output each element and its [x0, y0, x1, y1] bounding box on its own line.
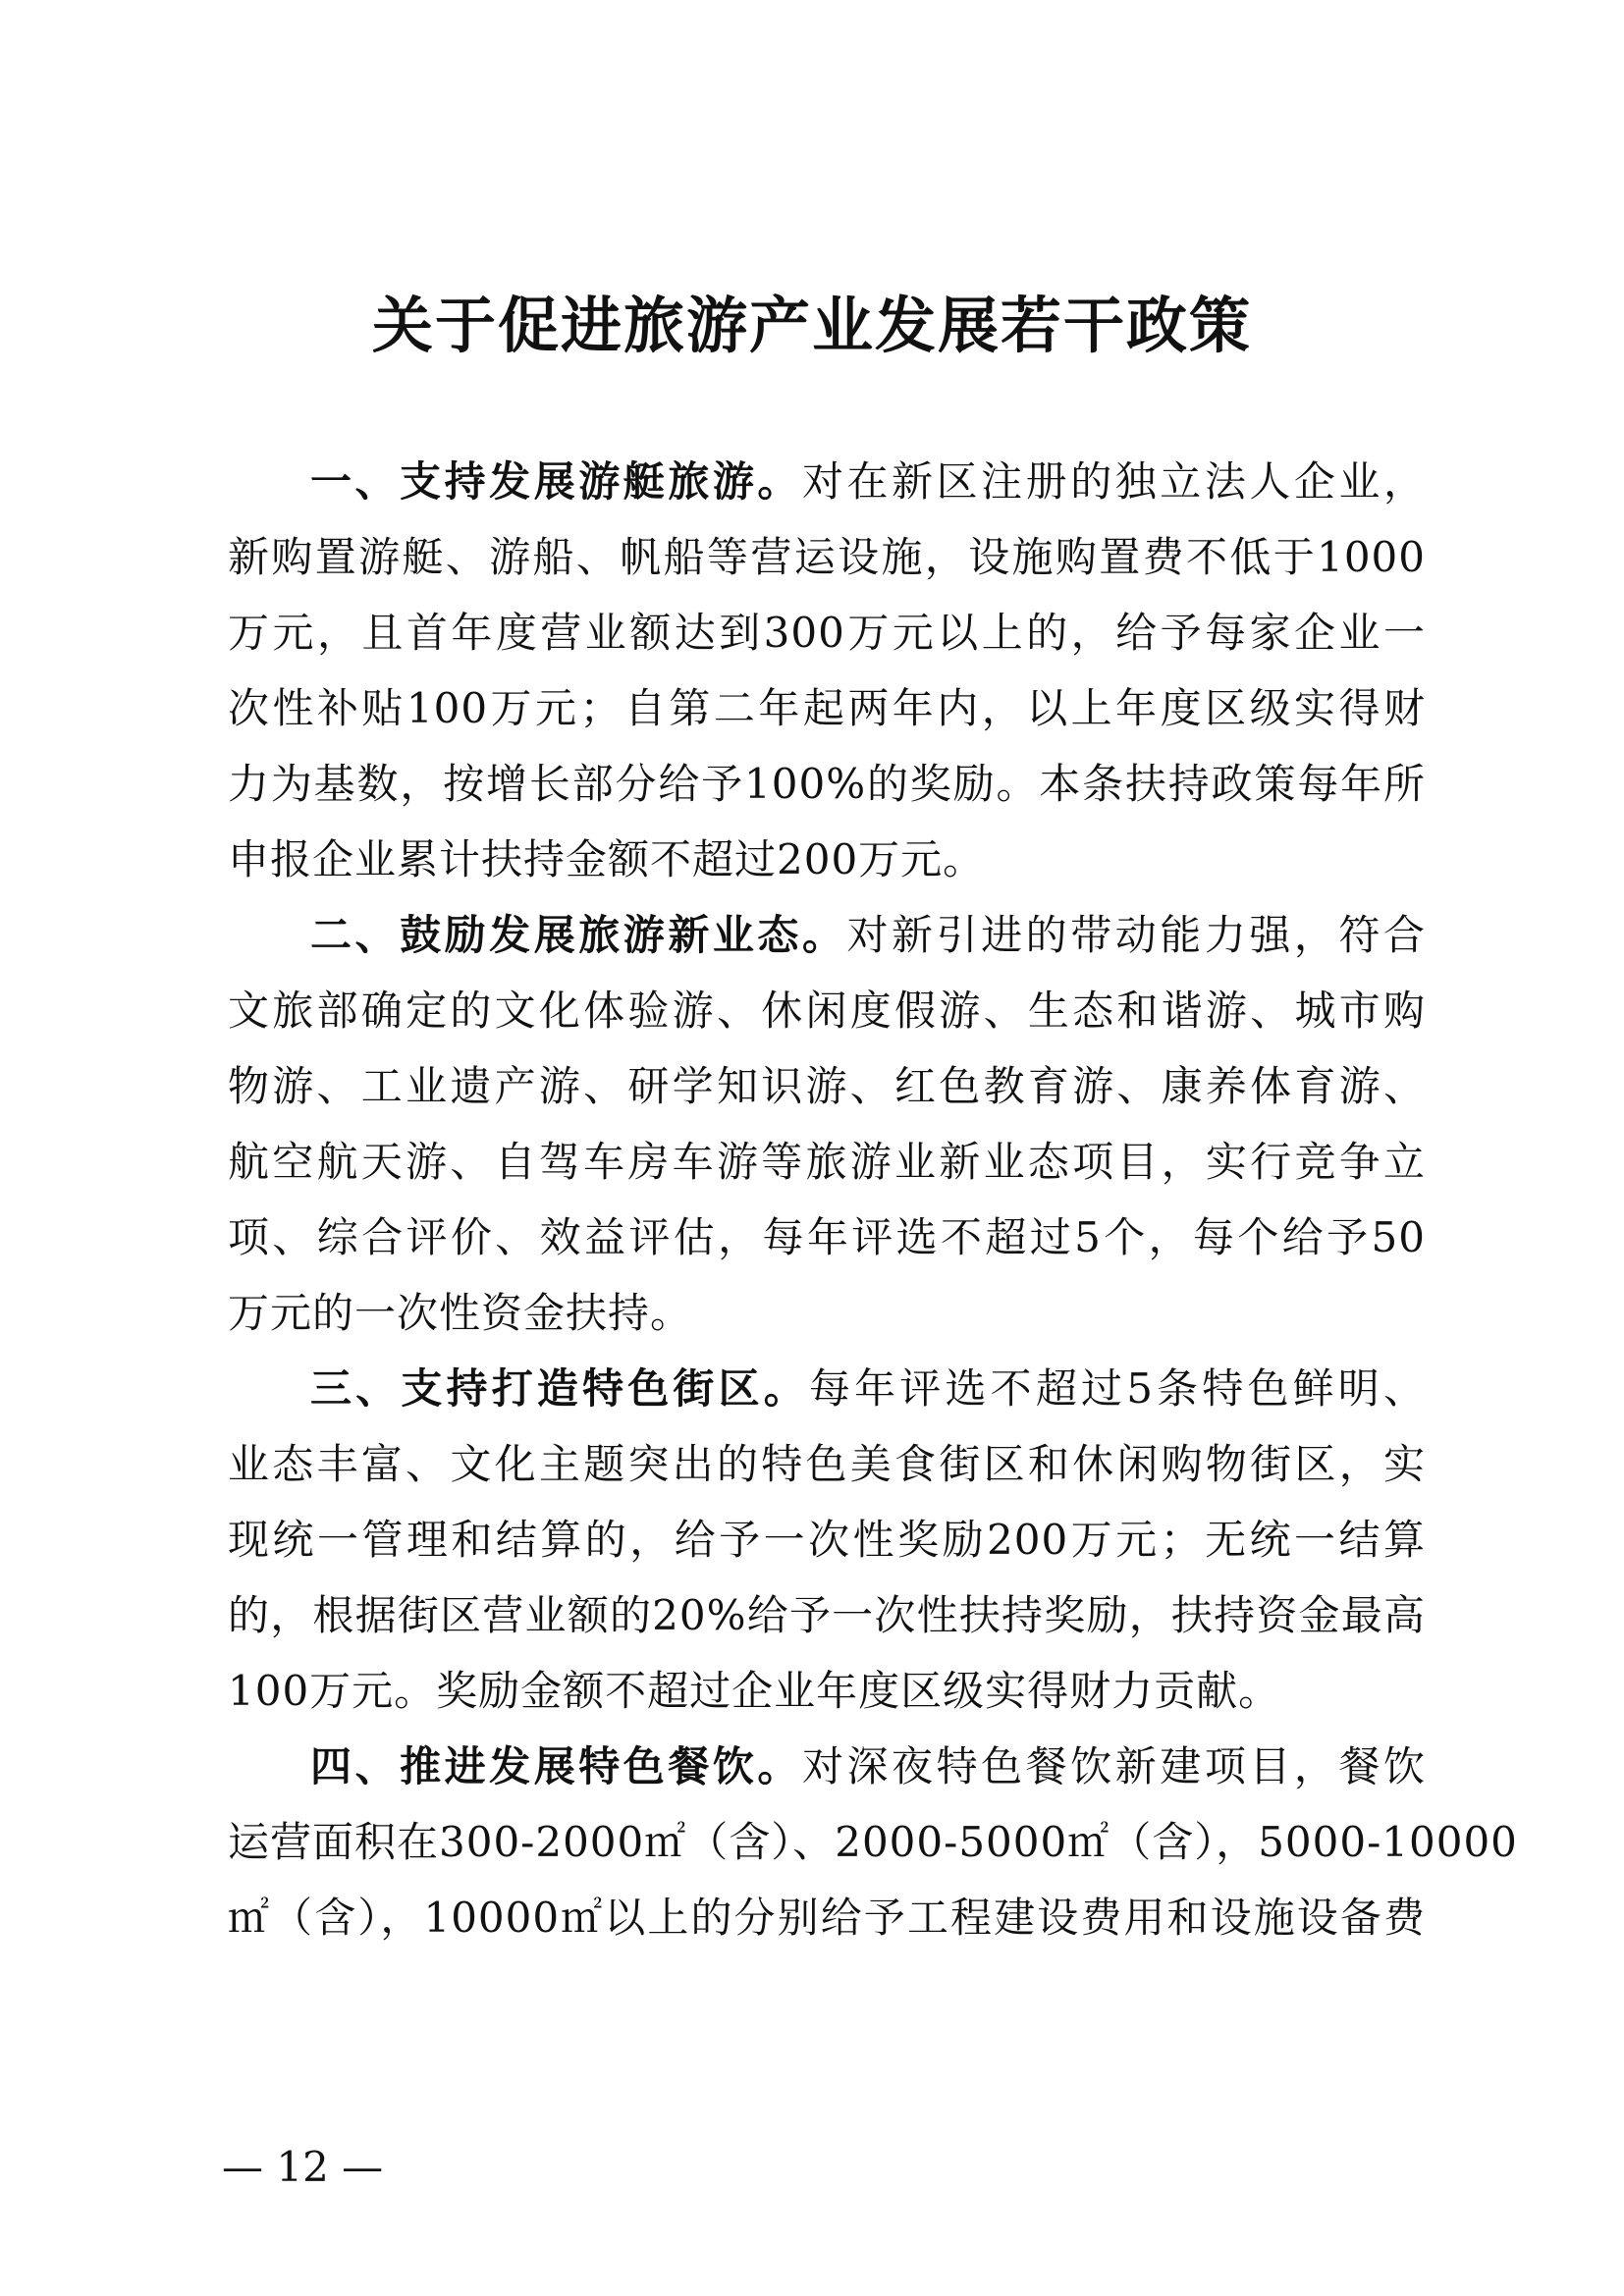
section-3-heading: 三、支持打造特色街区。	[310, 1364, 809, 1413]
section-2-line-6: 万元的一次性资金扶持。	[228, 1289, 693, 1337]
section-2-line-2: 文旅部确定的文化体验游、休闲度假游、生态和谐游、城市购	[228, 987, 1426, 1035]
document-body	[228, 444, 1518, 1955]
section-3-line-5: 100万元。奖励金额不超过企业年度区级实得财力贡献。	[228, 1667, 1281, 1715]
section-4-text: 对深夜特色餐饮新建项目，餐饮	[801, 1742, 1426, 1790]
section-2-line-1	[228, 897, 1426, 973]
section-3-line-3: 现统一管理和结算的，给予一次性奖励200万元；无统一结算	[228, 1516, 1426, 1564]
section-4-line-1	[228, 1729, 1426, 1804]
section-1-line-5: 力为基数，按增长部分给予100%的奖励。本条扶持政策每年所	[228, 760, 1426, 808]
section-1-text: 对在新区注册的独立法人企业，	[801, 457, 1426, 506]
section-2-line-5: 项、综合评价、效益评估，每年评选不超过5个，每个给予50	[228, 1213, 1426, 1261]
section-4-line-2: 运营面积在300-2000㎡（含）、2000-5000㎡（含），5000-10000	[228, 1818, 1518, 1866]
section-3-text: 每年评选不超过5条特色鲜明、	[808, 1364, 1426, 1413]
page-title: 关于促进旅游产业发展若干政策	[371, 290, 1252, 361]
section-3-line-2: 业态丰富、文化主题突出的特色美食街区和休闲购物街区，实	[228, 1440, 1426, 1488]
section-3-line-1	[228, 1351, 1426, 1426]
section-1-line-2: 新购置游艇、游船、帆船等营运设施，设施购置费不低于1000	[228, 533, 1426, 581]
section-2-line-4: 航空航天游、自驾车房车游等旅游业新业态项目，实行竞争立	[228, 1138, 1426, 1186]
section-2-heading: 二、鼓励发展旅游新业态。	[310, 911, 847, 959]
section-4-heading: 四、推进发展特色餐饮。	[310, 1742, 802, 1790]
section-3-line-4: 的，根据街区营业额的20%给予一次性扶持奖励，扶持资金最高	[228, 1591, 1426, 1639]
section-1-line-3: 万元，且首年度营业额达到300万元以上的，给予每家企业一	[228, 609, 1426, 657]
section-1-heading: 一、支持发展游艇旅游。	[310, 457, 802, 506]
section-2-text: 对新引进的带动能力强，符合	[846, 911, 1426, 959]
section-1-line-4: 次性补贴100万元；自第二年起两年内，以上年度区级实得财	[228, 684, 1426, 732]
section-1-line-1	[228, 444, 1426, 519]
page-number: — 12 —	[222, 2143, 384, 2191]
section-4-line-3: ㎡（含），10000㎡以上的分别给予工程建设费用和设施设备费	[228, 1894, 1426, 1942]
section-2-line-3: 物游、工业遗产游、研学知识游、红色教育游、康养体育游、	[228, 1062, 1426, 1110]
section-1-line-6: 申报企业累计扶持金额不超过200万元。	[228, 835, 986, 883]
